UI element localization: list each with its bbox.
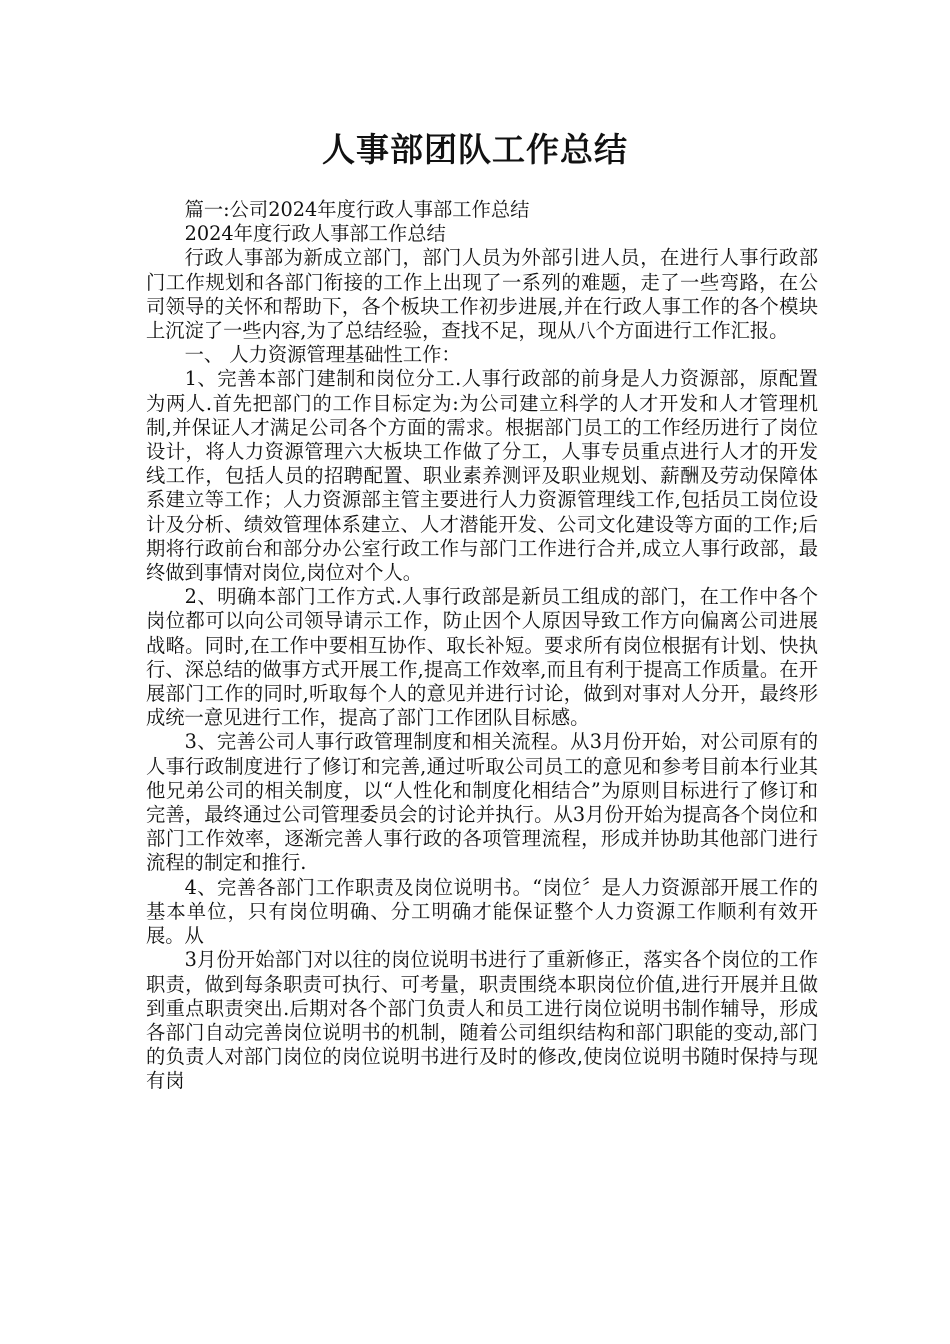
paragraph-item-3: 3、完善公司人事行政管理制度和相关流程。从3月份开始，对公司原有的人事行政制度进行了修订和完善,通过听取公司员工的意见和参考目前本行业其他兄弟公司的相关制度，以“人性化和制度化相结合”为原则目标进行了修订和完善，最终通过公司管理委员会的讨论并执行。从3月份开始为提高各个岗位和部门工作效率，逐渐完善人事行政的各项管理流程，形成并协助其他部门进行流程的制定和推行.	[146, 730, 818, 875]
paragraph-item-4-continued: 3月份开始部门对以往的岗位说明书进行了重新修正，落实各个岗位的工作职责，做到每条职责可执行、可考量，职责围绕本职岗位价值,进行开展并且做到重点职责突出.后期对各个部门负责人和员工进行岗位说明书制作辅导，形成各部门自动完善岗位说明书的机制，随着公司组织结构和部门职能的变动,部门的负责人对部门岗位的岗位说明书进行及时的修改,使岗位说明书随时保持与现有岗	[146, 948, 818, 1093]
paragraph-item-2: 2、明确本部门工作方式.人事行政部是新员工组成的部门，在工作中各个岗位都可以向公司领导请示工作，防止因个人原因导致工作方向偏离公司进展战略。同时,在工作中要相互协作、取长补短。要求所有岗位根据有计划、快执行、深总结的做事方式开展工作,提高工作效率,而且有利于提高工作质量。在开展部门工作的同时,听取每个人的意见并进行讨论，做到对事对人分开，最终形成统一意见进行工作，提高了部门工作团队目标感。	[146, 585, 818, 730]
document-title: 人事部团队工作总结	[322, 130, 628, 169]
document-body	[146, 198, 818, 1094]
paragraph-item-1: 1、完善本部门建制和岗位分工.人事行政部的前身是人力资源部，原配置为两人.首先把部门的工作目标定为:为公司建立科学的人才开发和人才管理机制,并保证人才满足公司各个方面的需求。根据部门员工的工作经历进行了岗位设计，将人力资源管理六大板块工作做了分工，人事专员重点进行人才的开发线工作，包括人员的招聘配置、职业素养测评及职业规划、薪酬及劳动保障体系建立等工作；人力资源部主管主要进行人力资源管理线工作,包括员工岗位设计及分析、绩效管理体系建立、人才潜能开发、公司文化建设等方面的工作;后期将行政前台和部分办公室行政工作与部门工作进行合并,成立人事行政部，最终做到事情对岗位,岗位对个人。	[146, 367, 818, 585]
paragraph-section-heading: 一、 人力资源管理基础性工作：	[184, 343, 461, 367]
paragraph-article-heading: 篇一:公司2024年度行政人事部工作总结	[184, 198, 530, 221]
paragraph-subtitle: 2024年度行政人事部工作总结	[184, 222, 446, 246]
paragraph-intro: 行政人事部为新成立部门，部门人员为外部引进人员，在进行人事行政部门工作规划和各部门衔接的工作上出现了一系列的难题，走了一些弯路，在公司领导的关怀和帮助下，各个板块工作初步进展,并在行政人事工作的各个模块上沉淀了一些内容,为了总结经验，查找不足，现从八个方面进行工作汇报。	[146, 246, 818, 343]
paragraph-item-4: 4、完善各部门工作职责及岗位说明书。“岗位〞是人力资源部开展工作的基本单位，只有岗位明确、分工明确才能保证整个人力资源工作顺利有效开展。从	[146, 875, 818, 948]
